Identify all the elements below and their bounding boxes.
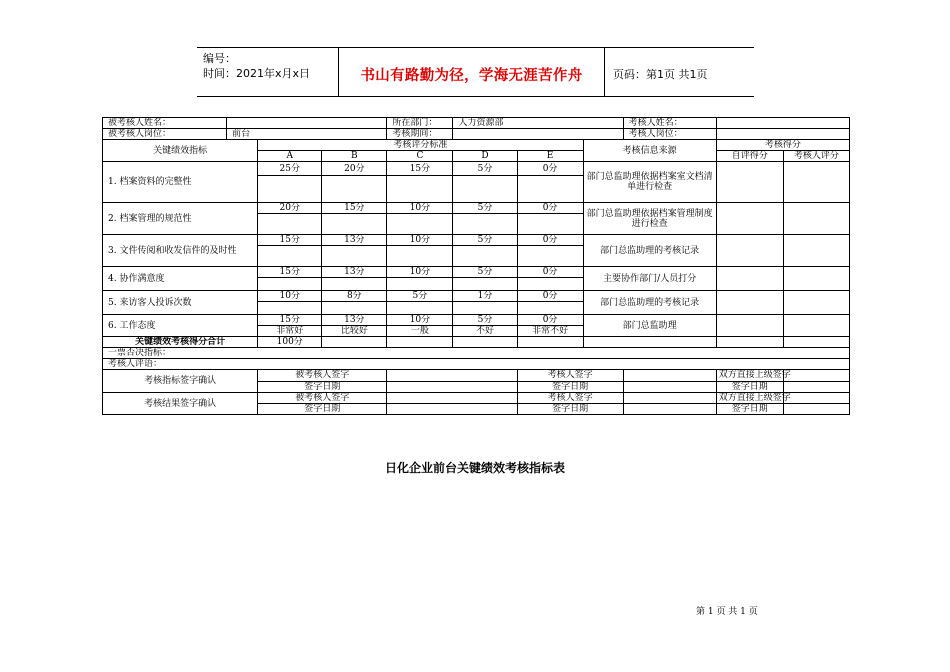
self-score-field[interactable] [716,291,783,315]
signoff-label: 考核结果签字确认 [103,393,258,415]
standard-header: 考核评分标准 [258,140,583,151]
empty-cell [387,278,453,291]
level-cell: 非常好 [258,326,322,337]
score-header: 考核得分 [716,140,849,151]
kpi-name: 3. 文件传阅和收发信件的及时性 [103,235,258,267]
empty-cell [258,214,322,235]
superior-sign-label: 双方直接上级签字 [716,393,783,404]
assessor-score-field[interactable] [783,267,849,291]
empty-cell [716,337,783,348]
empty-cell [783,337,849,348]
kpi-name: 2. 档案管理的规范性 [103,203,258,235]
empty-cell [387,214,453,235]
empty-cell [387,302,453,315]
date-field[interactable] [387,404,517,415]
kpi-source: 部门总监助理依据档案管理制度进行检查 [583,203,716,235]
comment-row [103,359,850,370]
empty-cell [453,278,517,291]
motto: 书山有路勤为径，学海无涯苦作舟 [360,68,583,84]
score-cell: 15分 [387,162,453,176]
score-cell: 0分 [517,267,583,278]
assessor-sign-label: 考核人签字 [517,370,623,382]
score-cell: 5分 [453,315,517,326]
assessee-sign-field[interactable] [387,393,517,404]
grade-header: B [322,151,387,162]
score-cell: 10分 [387,267,453,278]
period-label: 考核期间： [387,129,453,140]
superior-sign-field[interactable] [783,370,849,382]
assessee-name-label: 被考核人姓名： [103,118,227,129]
empty-cell [517,246,583,267]
kpi-row [103,291,850,302]
signoff-label: 考核指标签字确认 [103,370,258,393]
assessee-post-label: 被考核人岗位： [103,129,227,140]
level-cell: 不好 [453,326,517,337]
page-header [197,47,754,97]
assessor-sign-field[interactable] [623,370,716,382]
score-cell: 15分 [258,235,322,246]
assessor-score-field[interactable] [783,162,849,203]
kpi-name: 6. 工作态度 [103,315,258,337]
empty-cell [258,246,322,267]
header-page-cell [605,48,754,96]
score-cell: 10分 [387,235,453,246]
level-cell: 一般 [387,326,453,337]
score-cell: 0分 [517,291,583,302]
kpi-row [103,162,850,176]
empty-cell [453,246,517,267]
time-label: 时间：2021年x月x日 [203,67,311,80]
source-header: 考核信息来源 [583,140,716,162]
date-label: 签字日期 [258,404,387,415]
kpi-source: 部门总监助理的考核记录 [583,235,716,267]
empty-cell [322,214,387,235]
score-cell: 0分 [517,315,583,326]
score-cell: 15分 [258,267,322,278]
assessor-post-label: 考核人岗位： [623,129,716,140]
assessor-score-field[interactable] [783,315,849,337]
score-cell: 13分 [322,315,387,326]
total-label: 关键绩效考核得分合计 [103,337,258,348]
assessor-name-label: 考核人姓名： [623,118,716,129]
score-cell: 10分 [258,291,322,302]
document-title: 日化企业前台关键绩效考核指标表 [384,461,565,475]
date-label: 签字日期 [258,381,387,393]
score-cell: 10分 [387,315,453,326]
empty-cell [517,176,583,203]
score-cell: 0分 [517,162,583,176]
date-label: 签字日期 [716,404,783,415]
signoff-row [103,393,850,404]
score-cell: 13分 [322,267,387,278]
empty-cell [258,278,322,291]
grade-header: E [517,151,583,162]
date-label: 签字日期 [517,404,623,415]
kpi-row [103,203,850,214]
assessor-sign-field[interactable] [623,393,716,404]
score-cell: 0分 [517,203,583,214]
kpi-source: 部门总监助理的考核记录 [583,291,716,315]
empty-cell [517,214,583,235]
superior-sign-label: 双方直接上级签字 [716,370,783,382]
info-row-1 [103,118,850,129]
score-cell: 15分 [258,315,322,326]
kpi-header: 关键绩效指标 [103,140,258,162]
empty-cell [258,302,322,315]
score-cell: 20分 [322,162,387,176]
date-label: 签字日期 [716,381,783,393]
score-cell: 5分 [453,235,517,246]
assessee-sign-label: 被考核人签字 [258,393,387,404]
total-value: 100分 [258,337,322,348]
grade-header: D [453,151,517,162]
empty-cell [517,337,583,348]
empty-cell [517,302,583,315]
assessor-name-field[interactable] [716,118,849,129]
signoff-row [103,370,850,382]
veto-label[interactable]: 一票否决指标： [103,348,850,359]
header-motto-cell [339,48,605,96]
empty-cell [387,246,453,267]
empty-cell [322,278,387,291]
veto-row [103,348,850,359]
level-cell: 比较好 [322,326,387,337]
empty-cell [258,176,322,203]
period-field[interactable] [453,129,623,140]
comment-label[interactable]: 考核人评语： [103,359,850,370]
score-cell: 0分 [517,235,583,246]
date-field[interactable] [623,381,716,393]
empty-cell [453,337,517,348]
assessor-score-header: 考核人评分 [783,151,849,162]
empty-cell [322,337,387,348]
grade-header: C [387,151,453,162]
assessor-post-field[interactable] [716,129,849,140]
date-field[interactable] [783,404,849,415]
page-footer: 第 1 页 共 1 页 [696,607,758,617]
assessee-name-field[interactable] [227,118,387,129]
empty-cell [517,278,583,291]
empty-cell [322,246,387,267]
score-cell: 5分 [453,267,517,278]
score-cell: 10分 [387,203,453,214]
kpi-source: 部门总监助理依据档案室文档清单进行检查 [583,162,716,203]
kpi-name: 1. 档案资料的完整性 [103,162,258,203]
kpi-name: 4. 协作满意度 [103,267,258,291]
empty-cell [322,176,387,203]
grade-header: A [258,151,322,162]
date-field[interactable] [623,404,716,415]
empty-cell [453,214,517,235]
self-score-field[interactable] [716,203,783,235]
self-score-field[interactable] [716,267,783,291]
self-score-field[interactable] [716,162,783,203]
header-meta-cell [197,48,339,96]
empty-cell [453,176,517,203]
self-score-header: 自评得分 [716,151,783,162]
date-label: 签字日期 [517,381,623,393]
column-header-row-1 [103,140,850,151]
empty-cell [322,302,387,315]
score-cell: 5分 [453,203,517,214]
assessor-sign-label: 考核人签字 [517,393,623,404]
empty-cell [387,337,453,348]
score-cell: 8分 [322,291,387,302]
total-row [103,337,850,348]
kpi-table [102,117,850,415]
kpi-row [103,315,850,326]
kpi-source: 主要协作部门/人员打分 [583,267,716,291]
empty-cell [453,302,517,315]
assessor-score-field[interactable] [783,291,849,315]
score-cell: 5分 [453,162,517,176]
dept-field[interactable]: 人力资源部 [453,118,623,129]
score-cell: 13分 [322,235,387,246]
score-cell: 25分 [258,162,322,176]
kpi-row [103,267,850,278]
level-cell: 非常不好 [517,326,583,337]
score-cell: 15分 [322,203,387,214]
assessor-score-field[interactable] [783,235,849,267]
date-field[interactable] [783,381,849,393]
self-score-field[interactable] [716,315,783,337]
page-number: 页码：第1页 共1页 [613,68,708,81]
superior-sign-field[interactable] [783,393,849,404]
kpi-name: 5. 来访客人投诉次数 [103,291,258,315]
empty-cell [583,337,716,348]
score-cell: 1分 [453,291,517,302]
empty-cell [387,176,453,203]
kpi-row [103,235,850,246]
number-label: 编号： [203,52,236,65]
assessee-post-field[interactable]: 前台 [227,129,387,140]
dept-label: 所在部门： [387,118,453,129]
kpi-source: 部门总监助理 [583,315,716,337]
self-score-field[interactable] [716,235,783,267]
info-row-2 [103,129,850,140]
assessor-score-field[interactable] [783,203,849,235]
score-cell: 5分 [387,291,453,302]
assessee-sign-label: 被考核人签字 [258,370,387,382]
score-cell: 20分 [258,203,322,214]
date-field[interactable] [387,381,517,393]
assessee-sign-field[interactable] [387,370,517,382]
